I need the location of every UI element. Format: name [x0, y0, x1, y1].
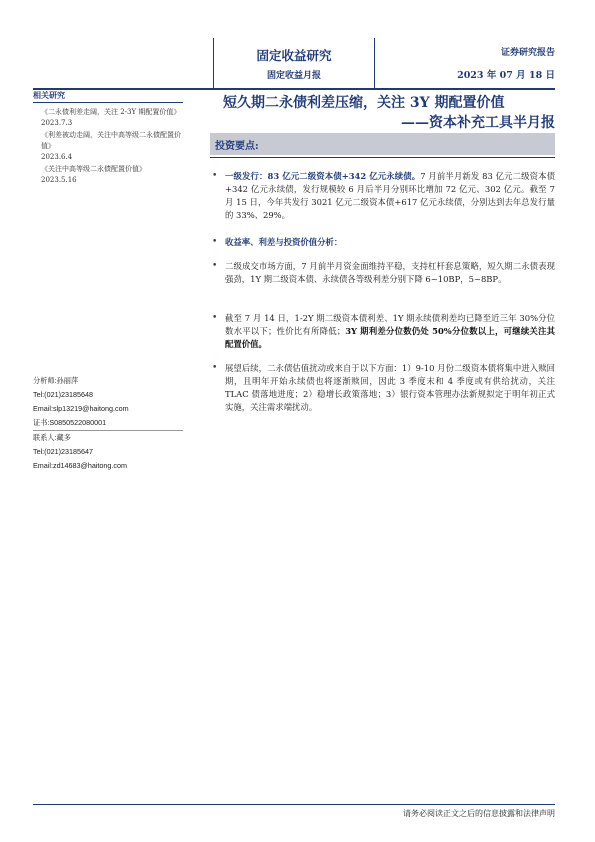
header-brand-box [213, 38, 375, 90]
analyst-email[interactable]: Email:slp13219@haitong.com [33, 404, 129, 413]
bullet-spread-levels [212, 312, 555, 351]
report-title: 短久期二永债利差压缩，关注 3Y 期配置价值 [223, 95, 505, 111]
related-research-date: 2023.6.4 [41, 153, 73, 161]
report-type: 证券研究报告 [500, 48, 555, 58]
bullet-heading: 一级发行：83 亿元二级资本债+342 亿元永续债。 [225, 171, 421, 181]
bullet-text: 7 月前半月新发 83 亿元二级资本债+342 亿元永续债，发行规模较 6 月后半月分别环比增加 72 亿元、302 亿元。截至 7 月 15 日，今年共发行 3021 亿元二级资本债+617 亿元永续债，分别达到去年总发行量的 33%、29%。 [225, 171, 555, 220]
related-research-item[interactable] [33, 107, 183, 129]
contact-tel: Tel:(021)23185647 [33, 447, 93, 456]
contact-email[interactable]: Email:zd14683@haitong.com [33, 461, 127, 470]
related-research-sidebar [33, 90, 183, 187]
bullet-secondary-market [212, 260, 555, 286]
analyst-name: 分析师:孙丽萍 [33, 376, 79, 385]
bullet-icon: • [212, 171, 218, 181]
footer-divider [33, 804, 555, 805]
bullet-icon: • [212, 237, 218, 247]
bullet-highlight: 3Y 期利差分位数仍处 50%分位数以上，可继续关注其配置价值。 [225, 326, 556, 349]
bullet-text: 展望后续，二永债估值扰动或来自于以下方面：1）9-10 月份二级资本债将集中进入赎回期，且明年开始永续债也将逐渐赎回，因此 3 季度末和 4 季度或有供给扰动，关注 TLAC 债落地进度；2）稳增长政策落地；3）银行资本管理办法新规拟定于明年初正式实施，关注需求端扰动。 [225, 363, 555, 412]
related-research-item[interactable] [33, 130, 183, 163]
report-date: 2023 年 07 月 18 日 [457, 70, 555, 81]
related-research-title: 《关注中高等级二永债配置价值》 [41, 165, 146, 173]
report-subtitle: ——资本补充工具半月报 [401, 115, 555, 131]
department-title: 固定收益研究 [256, 48, 332, 63]
analyst-tel: Tel:(021)23185648 [33, 390, 93, 399]
related-research-date: 2023.7.3 [41, 119, 73, 127]
bullet-text: 截至 7 月 14 日，1-2Y 期二级资本债利差、1Y 期永续债利差均已降至近三年 30%分位数水平以下；性价比有所降低； [225, 313, 555, 336]
related-research-date: 2023.5.16 [41, 176, 77, 184]
section-heading: 投资要点: [215, 141, 259, 152]
bullet-icon: • [212, 313, 218, 323]
related-research-heading: 相关研究 [33, 90, 65, 100]
sidebar-divider [33, 102, 183, 103]
section-divider [210, 157, 555, 158]
bullet-yield-analysis [212, 236, 555, 249]
bullet-icon: • [212, 261, 218, 271]
analyst-license: 证书:S0850522080001 [33, 418, 107, 427]
bullet-icon: • [212, 363, 218, 373]
bullet-outlook [212, 362, 555, 414]
contact-name: 联系人:藏多 [33, 433, 71, 442]
investment-highlights-bar [210, 133, 555, 155]
related-research-title: 《二永债利差走阔，关注 2-3Y 期配置价值》 [41, 108, 181, 116]
related-research-title: 《利差被动走阔，关注中高等级二永债配置价值》 [41, 131, 181, 150]
bullet-heading: 收益率、利差与投资价值分析： [225, 237, 343, 247]
disclaimer-footer[interactable]: 请务必阅读正文之后的信息披露和法律声明 [403, 809, 555, 818]
report-series: 固定收益月报 [266, 71, 321, 81]
analyst-contact [33, 374, 183, 473]
bullet-primary-issuance [212, 170, 555, 222]
bullet-text: 二级成交市场方面，7 月前半月资金面维持平稳，支持杠杆套息策略，短久期二永债表现强劲，1Y 期二级资本债、永续债各等级利差分别下降 6~10BP，5~8BP。 [225, 261, 555, 284]
related-research-item[interactable] [33, 164, 183, 186]
